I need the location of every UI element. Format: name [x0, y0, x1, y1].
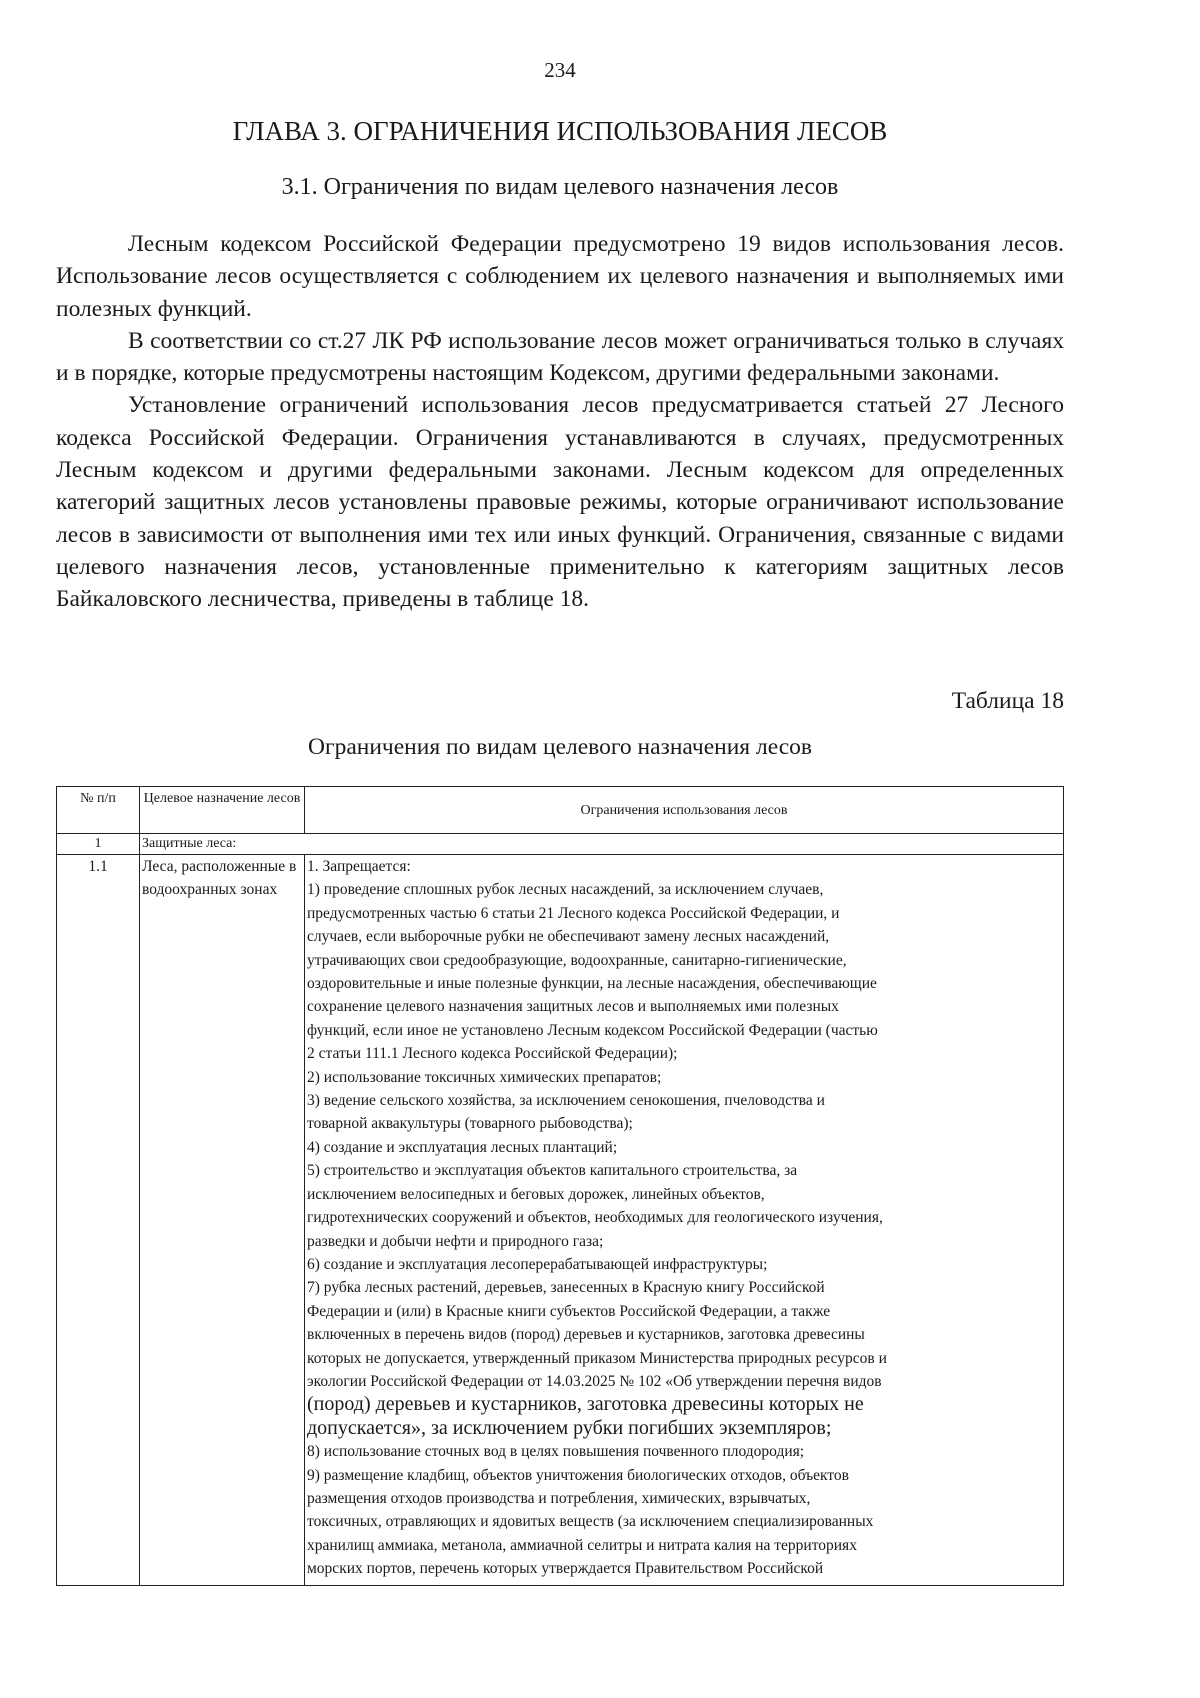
restriction-line: 1) проведение сплошных рубок лесных насаждений, за исключением случаев, — [307, 881, 824, 899]
restriction-line: разведки и добычи нефти и природного газа; — [307, 1232, 604, 1250]
header-cell-purpose: Целевое назначение лесов — [140, 787, 305, 834]
restriction-lines — [307, 855, 1061, 1581]
restriction-line: случаев, если выборочные рубки не обеспечивают замену лесных насаждений, — [307, 928, 830, 946]
header-cell-restrictions: Ограничения использования лесов — [305, 787, 1064, 834]
paragraph-1: Лесным кодексом Российской Федерации предусмотрено 19 видов использования лесов. Использование лесов осуществляется с соблюдением их целевого назначения и выполняемых ими полезных функций. — [56, 231, 1064, 322]
table-group-row — [57, 834, 1064, 855]
section-title: 3.1. Ограничения по видам целевого назначения лесов — [281, 174, 839, 200]
restriction-line: 3) ведение сельского хозяйства, за исключением сенокошения, пчеловодства и — [307, 1092, 825, 1110]
row-restrictions — [305, 855, 1064, 1586]
body-text — [56, 228, 1064, 616]
restriction-line: оздоровительные и иные полезные функции, на лесные насаждения, обеспечивающие — [307, 975, 877, 993]
restriction-line: 6) создание и эксплуатация лесоперерабатывающей инфраструктуры; — [307, 1255, 768, 1273]
page-number: 234 — [544, 58, 576, 82]
restriction-line: (пород) деревьев и кустарников, заготовка древесины которых не — [307, 1393, 864, 1416]
restriction-line: 1. Запрещается: — [307, 858, 411, 875]
restriction-line: гидротехнических сооружений и объектов, необходимых для геологического изучения, — [307, 1209, 883, 1227]
restriction-line: исключением велосипедных и беговых дорожек, линейных объектов, — [307, 1185, 765, 1203]
row-number: 1.1 — [57, 855, 140, 1586]
chapter-title: ГЛАВА 3. ОГРАНИЧЕНИЯ ИСПОЛЬЗОВАНИЯ ЛЕСОВ — [232, 116, 888, 146]
restriction-line: утрачивающих свои средообразующие, водоохранные, санитарно-гигиенические, — [307, 951, 847, 969]
row-purpose: Леса, расположенные в водоохранных зонах — [140, 855, 305, 1586]
paragraph-2: В соответствии со ст.27 ЛК РФ использование лесов может ограничиваться только в случаях и в порядке, которые предусмотрены настоящим Кодексом, другими федеральными законами. — [56, 327, 1064, 387]
table-row — [57, 855, 1064, 1586]
restriction-line: 2) использование токсичных химических препаратов; — [307, 1068, 662, 1086]
restriction-line: размещения отходов производства и потребления, химических, взрывчатых, — [307, 1489, 811, 1507]
table-caption: Таблица 18 — [951, 688, 1064, 714]
restrictions-table — [56, 786, 1064, 1586]
restriction-line: морских портов, перечень которых утверждается Правительством Российской — [307, 1560, 824, 1578]
restriction-line: включенных в перечень видов (пород) деревьев и кустарников, заготовка древесины — [307, 1326, 865, 1344]
group-row-label: Защитные леса: — [140, 834, 1064, 855]
paragraph-3: Установление ограничений использования лесов предусматривается статьей 27 Лесного кодекса Российской Федерации. Ограничения устанавливаются в случаях, предусмотренных Лесным кодексом и другими федеральными законами. Лесным кодексом для определенных категорий защитных лесов установлены правовые режимы, которые ограничивают использование лесов в зависимости от выполнения ими тех или иных функций. Ограничения, связанные с видами целевого назначения лесов, установленные применительно к категориям защитных лесов Байкаловского лесничества, приведены в таблице 18. — [56, 392, 1064, 613]
restriction-line: сохранение целевого назначения защитных лесов и выполняемых ими полезных — [307, 998, 839, 1016]
restriction-line: функций, если иное не установлено Лесным кодексом Российской Федерации (частью — [307, 1021, 878, 1039]
table-title: Ограничения по видам целевого назначения лесов — [307, 734, 813, 760]
restriction-line: Федерации и (или) в Красные книги субъектов Российской Федерации, а также — [307, 1302, 831, 1320]
restriction-line: предусмотренных частью 6 статьи 21 Лесного кодекса Российской Федерации, и — [307, 904, 840, 922]
header-cell-number: № п/п — [57, 787, 140, 834]
restriction-line: товарной аквакультуры (товарного рыбоводства); — [307, 1115, 633, 1133]
restriction-line: 2 статьи 111.1 Лесного кодекса Российской Федерации); — [307, 1045, 678, 1063]
restriction-line: которых не допускается, утвержденный приказом Министерства природных ресурсов и — [307, 1349, 887, 1367]
restriction-line: 8) использование сточных вод в целях повышения почвенного плодородия; — [307, 1443, 805, 1461]
restriction-line: экологии Российской Федерации от 14.03.2025 № 102 «Об утверждении перечня видов — [307, 1372, 882, 1390]
table-header-row — [57, 787, 1064, 834]
restriction-line: 5) строительство и эксплуатация объектов капитального строительства, за — [307, 1162, 798, 1180]
group-row-number: 1 — [57, 834, 140, 855]
restriction-line: 4) создание и эксплуатация лесных плантаций; — [307, 1138, 618, 1156]
restriction-line: токсичных, отравляющих и ядовитых веществ (за исключением специализированных — [307, 1513, 874, 1531]
restriction-line: хранилищ аммиака, метанола, аммиачной селитры и нитрата калия на территориях — [307, 1536, 857, 1554]
restriction-line: 9) размещение кладбищ, объектов уничтожения биологических отходов, объектов — [307, 1466, 849, 1484]
restriction-line: допускается», за исключением рубки погибших экземпляров; — [307, 1416, 832, 1439]
restriction-line: 7) рубка лесных растений, деревьев, занесенных в Красную книгу Российской — [307, 1279, 825, 1297]
